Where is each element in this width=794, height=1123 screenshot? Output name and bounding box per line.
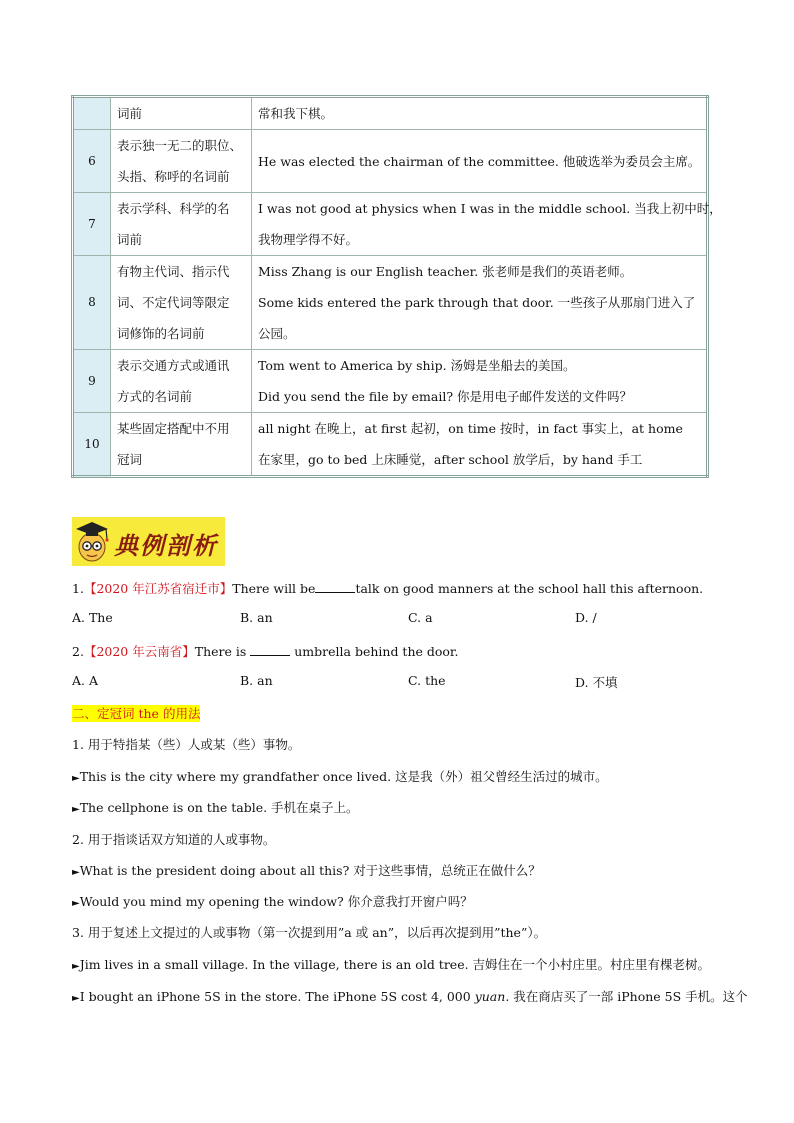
table-row <box>73 97 708 130</box>
example-line: Did you send the file by email? 你是用电子邮件发送的文件吗？ <box>258 389 633 404</box>
article-usage-table <box>71 95 722 478</box>
usage-point <box>72 830 275 848</box>
table-row <box>73 413 708 477</box>
example-text: This is the city where my grandfather once lived. 这是我（外）祖父曾经生活过的城市。 <box>79 769 608 784</box>
scholar-mascot-icon <box>72 517 112 566</box>
question-2 <box>72 642 459 660</box>
row-number <box>73 97 111 130</box>
bullet-arrow-icon: ► <box>72 961 80 972</box>
q1-option-a: A. The <box>72 610 113 625</box>
usage-point-text: 1. 用于特指某（些）人或某（些）事物。 <box>72 737 301 752</box>
example-text: . 我在商店买了一部 iPhone 5S 手机。这个 <box>505 989 748 1004</box>
bullet-arrow-icon: ► <box>72 898 80 909</box>
usage-line: 词修饰的名词前 <box>117 326 205 341</box>
example-line: Tom went to America by ship. 汤姆是坐船去的美国。 <box>258 358 576 373</box>
answer-blank <box>250 645 290 656</box>
answer-blank <box>315 582 355 593</box>
row-number: 6 <box>73 130 111 193</box>
example-text: The cellphone is on the table. 手机在桌子上。 <box>79 800 359 815</box>
usage-line: 表示独一无二的职位、 <box>117 138 243 153</box>
example-line: 公园。 <box>258 326 296 341</box>
table-row <box>73 256 708 350</box>
example-sentence <box>72 955 710 973</box>
section-heading <box>72 704 200 722</box>
example-text: What is the president doing about all this? 对于这些事情，总统正在做什么？ <box>79 863 541 878</box>
example-cell <box>252 413 708 477</box>
usage-cell <box>111 130 252 193</box>
usage-point-text: 2. 用于指谈话双方知道的人或事物。 <box>72 832 276 847</box>
usage-line: 词前 <box>117 106 143 121</box>
question-source: 【2020 年云南省】 <box>83 644 195 659</box>
usage-line: 表示交通方式或通讯 <box>117 358 230 373</box>
example-line: 在家里，go to bed 上床睡觉，after school 放学后，by hand 手工 <box>258 452 643 467</box>
section-heading-text: 的用法 <box>158 706 201 721</box>
usage-line: 表示学科、科学的名 <box>117 201 230 216</box>
example-sentence <box>72 861 541 879</box>
question-number: 2. <box>72 644 84 659</box>
row-number: 7 <box>73 193 111 256</box>
table-row <box>73 350 708 413</box>
example-line: 常和我下棋。 <box>258 106 334 121</box>
section-heading-keyword: the <box>138 706 159 721</box>
q1-option-d: D. / <box>575 610 597 625</box>
usage-line: 头指、称呼的名词前 <box>117 169 230 184</box>
question-stem: There is <box>194 644 247 659</box>
usage-point <box>72 923 546 941</box>
usage-line: 冠词 <box>117 452 143 467</box>
section-banner <box>72 517 225 566</box>
banner-title: 典例剖析 <box>114 531 218 560</box>
example-sentence <box>72 987 748 1005</box>
usage-point <box>72 735 300 753</box>
example-cell <box>252 130 708 193</box>
example-line: 我物理学得不好。 <box>258 232 359 247</box>
example-text: Would you mind my opening the window? 你介意我打开窗户吗？ <box>79 894 473 909</box>
q2-option-c: C. the <box>408 673 446 688</box>
example-line: Some kids entered the park through that door. 一些孩子从那扇门进入了 <box>258 295 696 310</box>
q2-option-a: A. A <box>72 673 99 688</box>
example-line: Miss Zhang is our English teacher. 张老师是我们的英语老师。 <box>258 264 633 279</box>
example-cell <box>252 350 708 413</box>
question-stem: umbrella behind the door. <box>294 644 459 659</box>
bullet-arrow-icon: ► <box>72 993 80 1004</box>
table-row <box>73 130 708 193</box>
row-number: 10 <box>73 413 111 477</box>
usage-line: 有物主代词、指示代 <box>117 264 230 279</box>
example-cell <box>252 256 708 350</box>
usage-line: 词前 <box>117 232 143 247</box>
example-sentence <box>72 798 359 816</box>
q2-option-b: B. an <box>240 673 273 688</box>
example-line: all night 在晚上，at first 起初，on time 按时，in fact 事实上，at home <box>258 421 683 436</box>
usage-cell <box>111 193 252 256</box>
usage-line: 某些固定搭配中不用 <box>117 421 230 436</box>
example-cell <box>252 193 722 256</box>
section-heading-text: 二、定冠词 <box>72 706 139 721</box>
usage-line: 方式的名词前 <box>117 389 193 404</box>
usage-cell <box>111 97 252 130</box>
example-sentence <box>72 767 608 785</box>
example-line: He was elected the chairman of the committee. 他破选举为委员会主席。 <box>258 153 701 169</box>
example-text-italic: yuan <box>474 989 506 1004</box>
table-row <box>73 193 708 256</box>
bullet-arrow-icon: ► <box>72 804 80 815</box>
row-number: 9 <box>73 350 111 413</box>
question-stem: There will be <box>232 581 316 596</box>
usage-line: 词、不定代词等限定 <box>117 295 230 310</box>
question-1 <box>72 579 703 597</box>
example-sentence <box>72 892 473 910</box>
usage-cell <box>111 413 252 477</box>
usage-cell <box>111 350 252 413</box>
question-stem: talk on good manners at the school hall this afternoon. <box>355 581 704 596</box>
q1-option-c: C. a <box>408 610 433 625</box>
question-number: 1. <box>72 581 84 596</box>
q1-option-b: B. an <box>240 610 273 625</box>
bullet-arrow-icon: ► <box>72 773 80 784</box>
example-text: I bought an iPhone 5S in the store. The iPhone 5S cost 4, 000 <box>79 989 475 1004</box>
usage-point-text: 3. 用于复述上文提过的人或事物（第一次提到用”a 或 an”，以后再次提到用”the”）。 <box>72 925 547 940</box>
example-cell <box>252 97 708 130</box>
example-text: Jim lives in a small village. In the village, there is an old tree. 吉姆住在一个小村庄里。村庄里有棵老树。 <box>79 957 711 972</box>
question-source: 【2020 年江苏省宿迁市】 <box>83 581 233 596</box>
row-number: 8 <box>73 256 111 350</box>
example-line: I was not good at physics when I was in the middle school. 当我上初中时， <box>258 201 722 216</box>
bullet-arrow-icon: ► <box>72 867 80 878</box>
q2-option-d: D. 不填 <box>575 675 618 690</box>
usage-cell <box>111 256 252 350</box>
